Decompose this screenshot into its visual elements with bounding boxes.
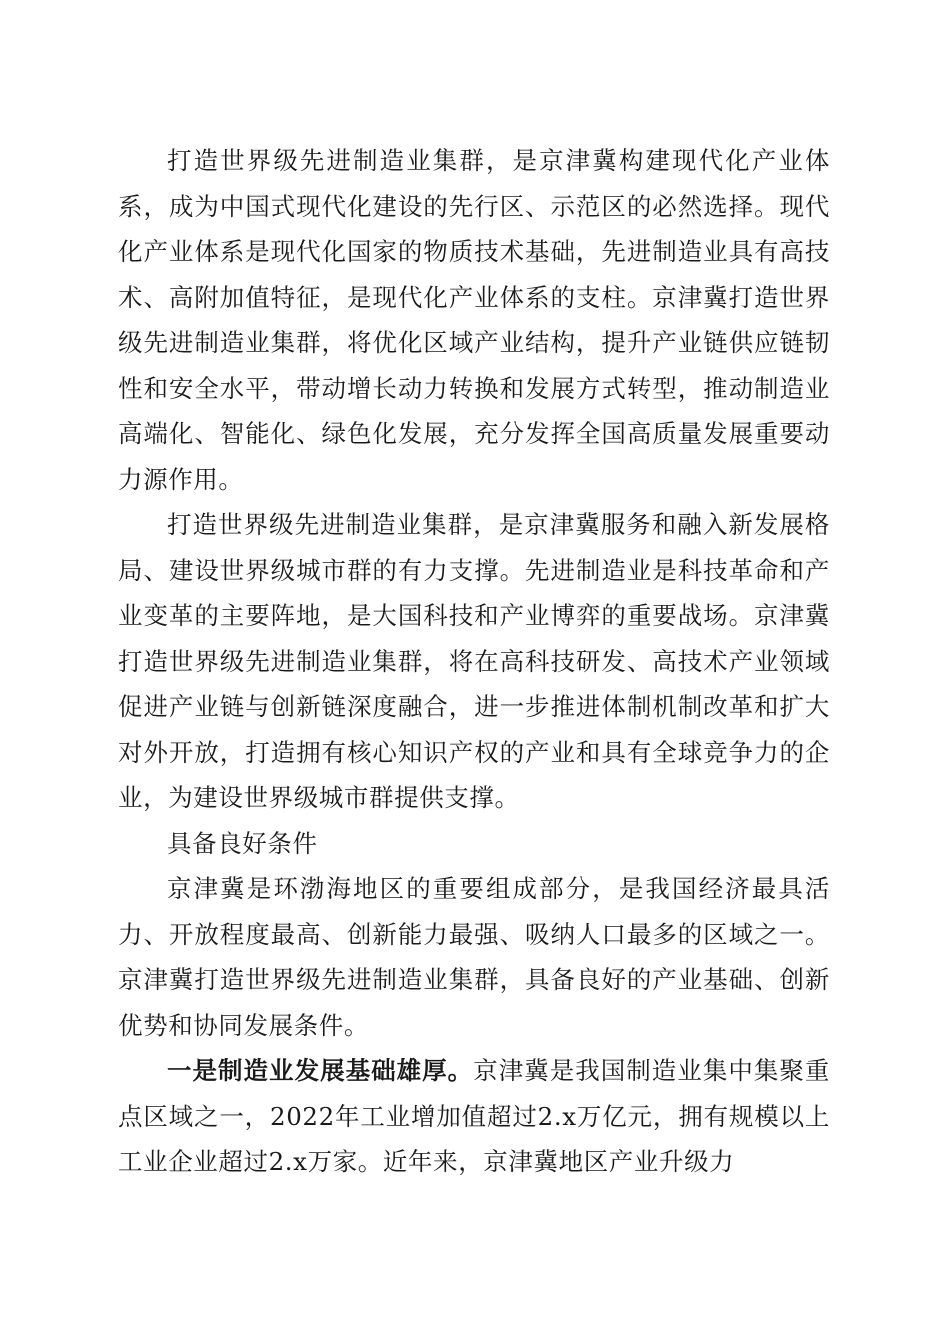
paragraph-1: 打造世界级先进制造业集群，是京津冀构建现代化产业体系，成为中国式现代化建设的先行区、示范区的必然选择。现代化产业体系是现代化国家的物质技术基础，先进制造业具有高技术、高附加值特征，是现代化产业体系的支柱。京津冀打造世界级先进制造业集群，将优化区域产业结构，提升产业链供应链韧性和安全水平，带动增长动力转换和发展方式转型，推动制造业高端化、智能化、绿色化发展，充分发挥全国高质量发展重要动力源作用。 (118, 146, 830, 494)
paragraph-4-text: 京津冀是我国制造业集中集聚重点区域之一，2022年工业增加值超过2.x万亿元，拥有规模以上工业企业超过2.x万家。近年来，京津冀地区产业升级力 (118, 1056, 830, 1176)
paragraph-3: 京津冀是环渤海地区的重要组成部分，是我国经济最具活力、开放程度最高、创新能力最强、吸纳人口最多的区域之一。京津冀打造世界级先进制造业集群，具备良好的产业基础、创新优势和协同发展条件。 (118, 874, 830, 1040)
paragraph-4 (118, 1048, 830, 1185)
document-body (118, 138, 830, 1185)
section-heading: 具备良好条件 (167, 828, 318, 858)
paragraph-2: 打造世界级先进制造业集群，是京津冀服务和融入新发展格局、建设世界级城市群的有力支撑。先进制造业是科技革命和产业变革的主要阵地，是大国科技和产业博弈的重要战场。京津冀打造世界级先进制造业集群，将在高科技研发、高技术产业领域促进产业链与创新链深度融合，进一步推进体制机制改革和扩大对外开放，打造拥有核心知识产权的产业和具有全球竞争力的企业，为建设世界级城市群提供支撑。 (118, 510, 830, 812)
paragraph-4-lead: 一是制造业发展基础雄厚。 (167, 1056, 474, 1085)
